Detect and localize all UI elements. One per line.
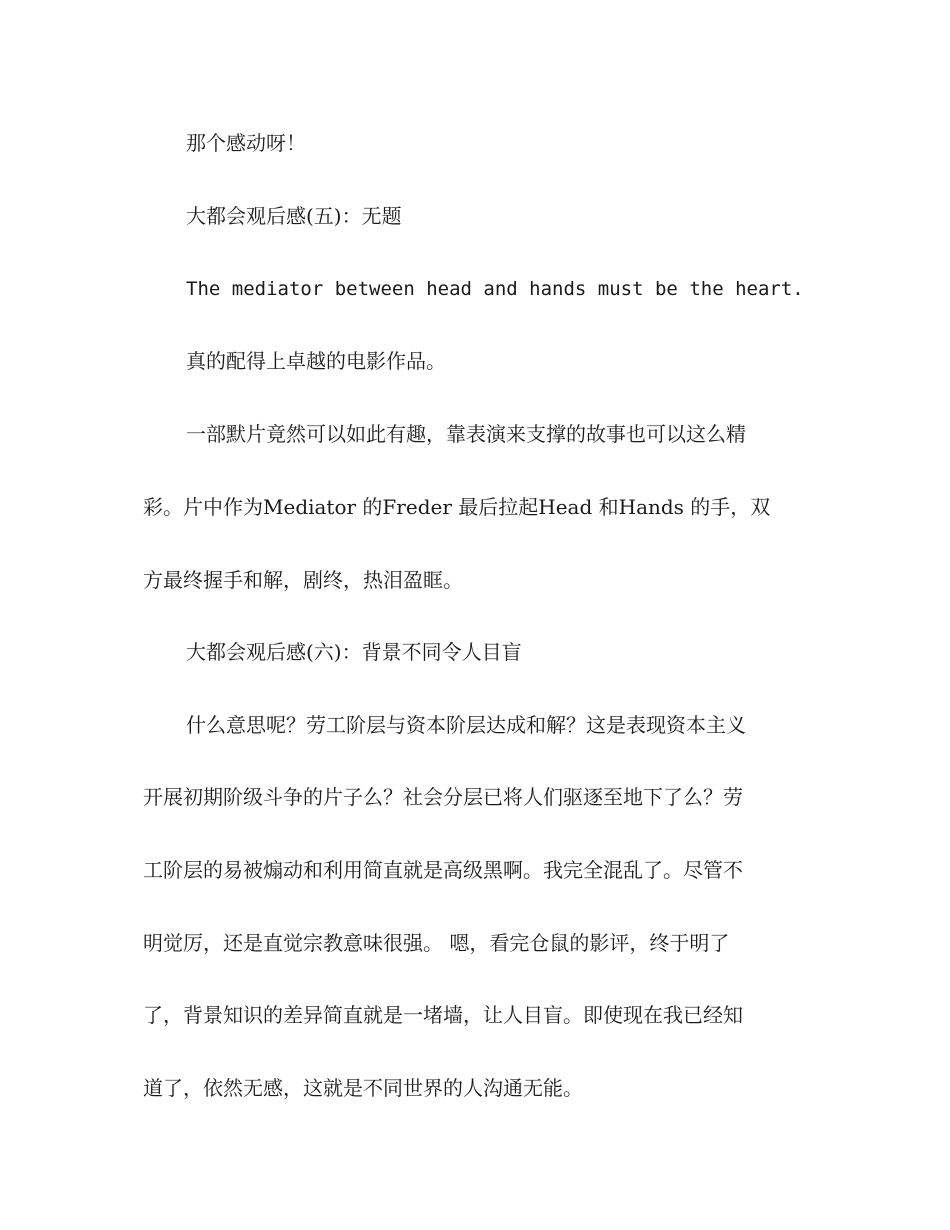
- paragraph-line: 一部默片竟然可以如此有趣，靠表演来支撑的故事也可以这么精: [186, 422, 746, 446]
- paragraph-line: 道了，依然无感，这就是不同世界的人沟通无能。: [143, 1076, 583, 1100]
- paragraph-line: 真的配得上卓越的电影作品。: [186, 349, 446, 373]
- section-heading: 大都会观后感(六)：背景不同令人目盲: [186, 640, 522, 664]
- paragraph-line: 工阶层的易被煽动和利用简直就是高级黑啊。我完全混乱了。尽管不: [143, 858, 743, 882]
- paragraph-line: 什么意思呢？劳工阶层与资本阶层达成和解？这是表现资本主义: [186, 713, 746, 737]
- paragraph-line: 方最终握手和解，剧终，热泪盈眶。: [143, 568, 463, 592]
- paragraph-line: 开展初期阶级斗争的片子么？社会分层已将人们驱逐至地下了么？劳: [143, 785, 743, 809]
- paragraph-line: 那个感动呀！: [186, 131, 306, 155]
- paragraph-line: 彩。片中作为Mediator 的Freder 最后拉起Head 和Hands 的手，双: [143, 495, 771, 519]
- paragraph-line: 明觉厉，还是直觉宗教意味很强。 嗯，看完仓鼠的影评，终于明了: [143, 931, 730, 955]
- paragraph-line: 了，背景知识的差异简直就是一堵墙，让人目盲。即使现在我已经知: [143, 1003, 743, 1027]
- section-heading: 大都会观后感(五)：无题: [186, 204, 402, 228]
- paragraph-line: The mediator between head and hands must be the heart.: [186, 278, 804, 300]
